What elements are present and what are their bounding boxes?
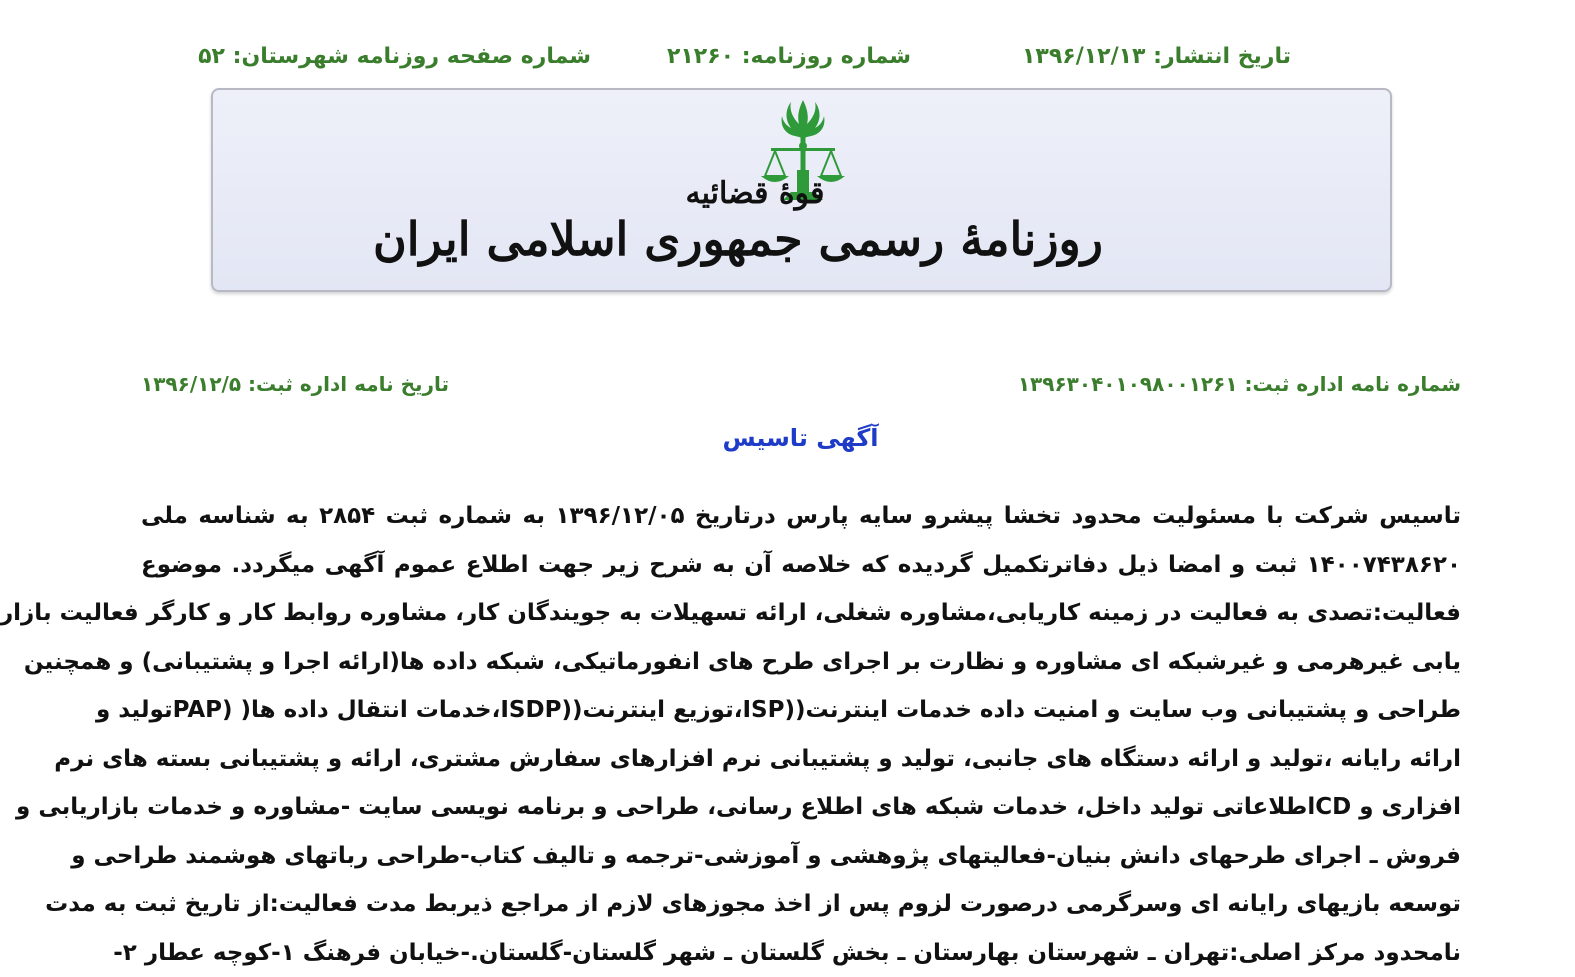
city-page-number: شماره صفحه روزنامه شهرستان: ۵۲ — [198, 44, 591, 69]
body-line: نامحدود مرکز اصلی:تهران ـ شهرستان بهارستان ـ بخش گلستان ـ شهر گلستان-گلستان.-خیابان فرهنگ ۱-کوچه عطار ۲- — [113, 939, 1461, 966]
registration-info — [141, 372, 1461, 404]
issue-number: شماره روزنامه: ۲۱۲۶۰ — [666, 44, 911, 69]
body-line: طراحی و پشتیبانی وب سایت و امنیت داده خدمات اینترنت((ISP،توزیع اینترنت((ISDP،خدمات انتقال داده ها( (PAPتولید و — [95, 697, 1461, 723]
header-metadata — [198, 44, 1291, 78]
body-line: فعالیت:تصدی به فعالیت در زمینه کاریابی،مشاوره شغلی، ارائه تسهیلات به جویندگان کار، مشاوره روابط کار و کارگر فعالیت بازار — [0, 600, 1461, 626]
notice-title: آگهی تاسیس — [722, 424, 879, 452]
newspaper-name: روزنامۀ رسمی جمهوری اسلامی ایران — [372, 212, 1103, 266]
body-line: یابی غیرهرمی و غیرشبکه ای مشاوره و نظارت بر اجرای طرح های انفورماتیکی، شبکه داده ها(ارائه اجرا و پشتیبانی) و همچنین — [23, 648, 1461, 675]
notice-body — [0, 492, 1462, 977]
body-line: فروش ـ اجرای طرحهای دانش بنیان-فعالیتهای پژوهشی و آموزشی-ترجمه و تالیف کتاب-طراحی رباتهای هوشمند طراحی و — [71, 842, 1461, 869]
publish-date: تاریخ انتشار: ۱۳۹۶/۱۲/۱۳ — [1021, 44, 1291, 69]
body-line: افزاری و CDاطلاعاتی تولید داخل، خدمات شبکه های اطلاع رسانی، طراحی و برنامه نویسی سایت -مشاوره و خدمات بازاریابی و — [16, 794, 1461, 820]
registration-letter-number: شماره نامه اداره ثبت: ۱۳۹۶۳۰۴۰۱۰۹۸۰۰۱۲۶۱ — [1017, 372, 1461, 396]
body-line: توسعه بازیهای رایانه ای وسرگرمی درصورت لزوم پس از اخذ مجوزهای لازم از مراجع ذیربط مدت فعالیت:از تاریخ ثبت به مدت — [45, 891, 1461, 917]
body-line: ارائه رایانه ،تولید و ارائه دستگاه های جانبی، تولید و پشتیبانی نرم افزارهای سفارش مشتری، ارائه و پشتیبانی بسته های نرم — [54, 745, 1461, 772]
judiciary-name: قوۀ قضائیه — [685, 176, 825, 211]
body-line: تاسیس شرکت با مسئولیت محدود تخشا پیشرو سایه پارس درتاریخ ۱۳۹۶/۱۲/۰۵ به شماره ثبت ۲۸۵۴ به شناسه ملی — [141, 503, 1462, 529]
gazette-banner — [211, 88, 1392, 292]
body-line: ۱۴۰۰۷۴۳۸۶۲۰ ثبت و امضا ذیل دفاترتکمیل گردیده که خلاصه آن به شرح زیر جهت اطلاع عموم آگهی میگردد. موضوع — [141, 551, 1461, 578]
registration-letter-date: تاریخ نامه اداره ثبت: ۱۳۹۶/۱۲/۵ — [141, 372, 450, 396]
